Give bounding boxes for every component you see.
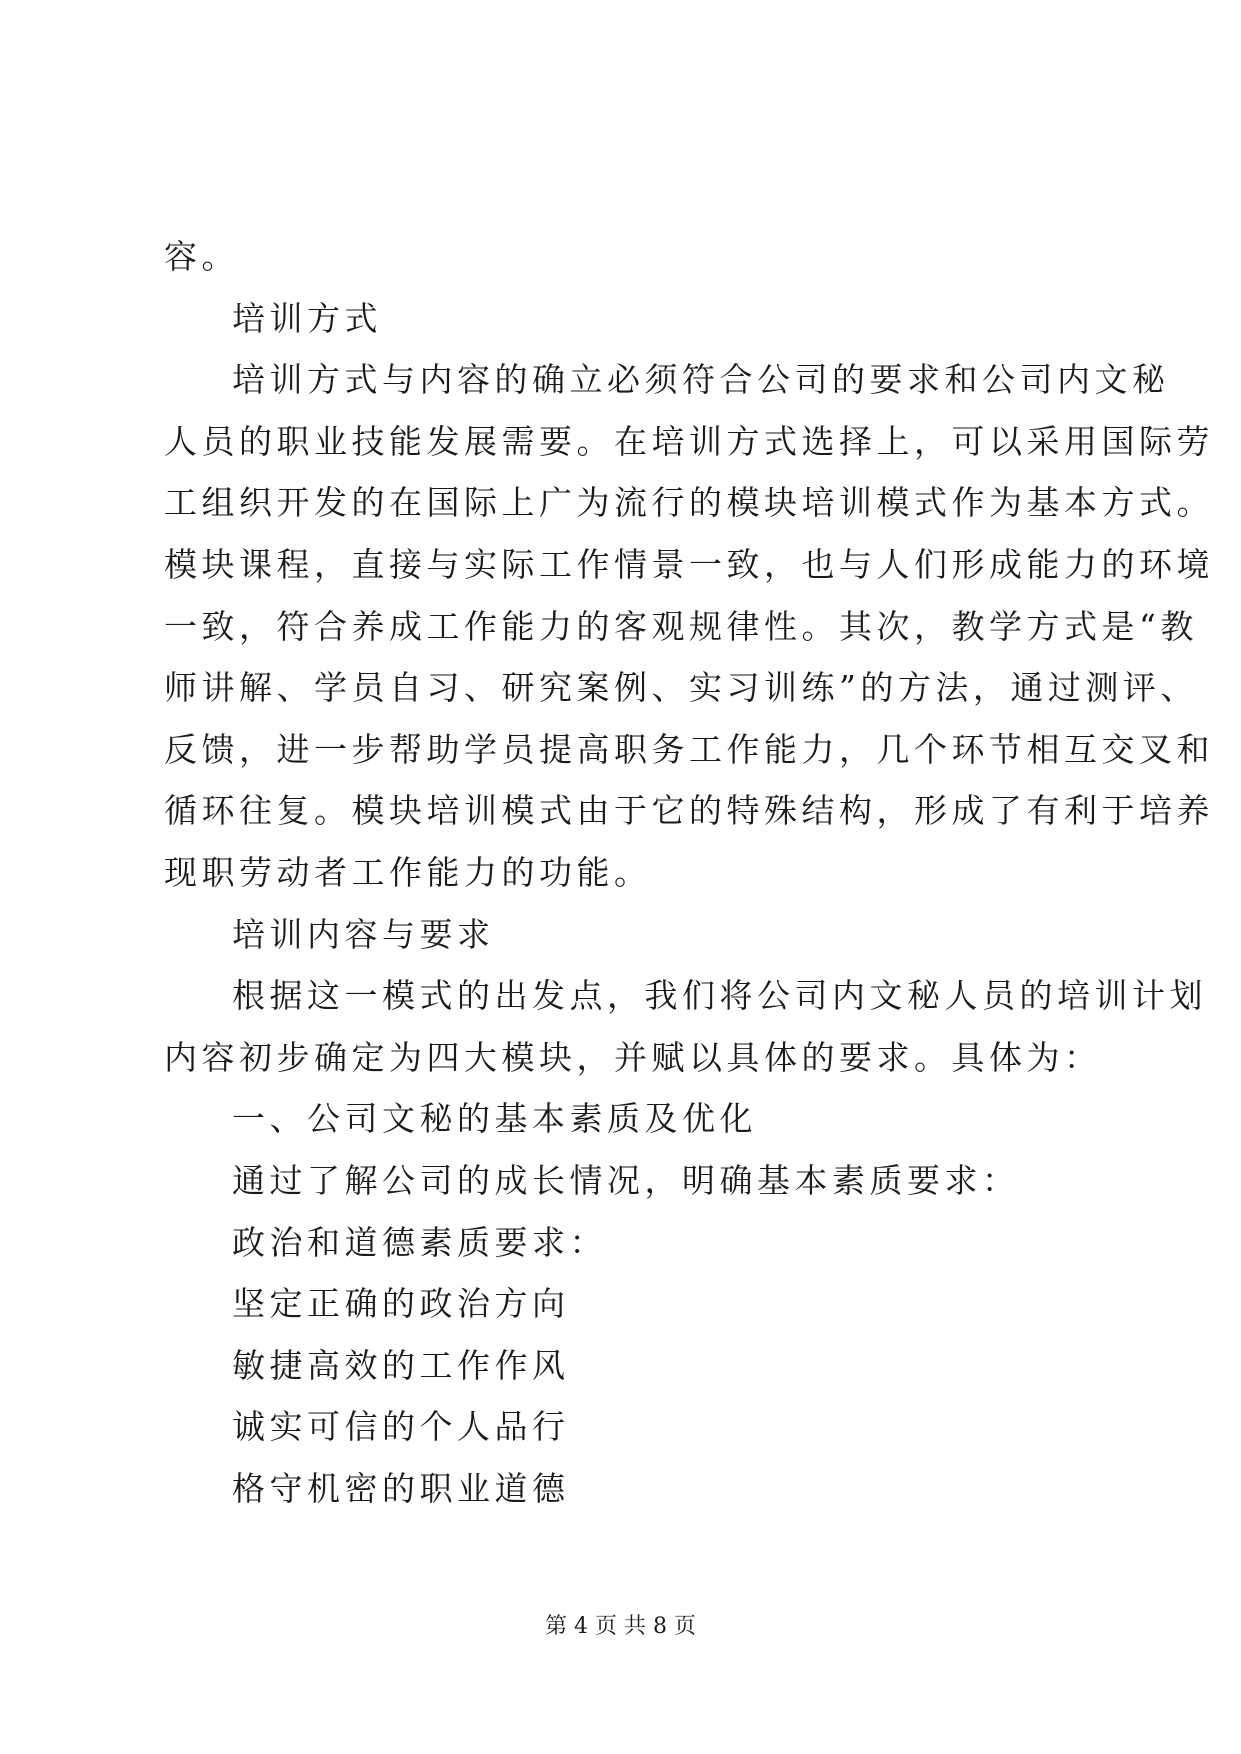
text-line: 现职劳动者工作能力的功能。 — [164, 852, 652, 892]
text-line: 工组织开发的在国际上广为流行的模块培训模式作为基本方式。 — [164, 483, 1214, 523]
text-line: 培训内容与要求 — [232, 914, 495, 954]
text-line: 人员的职业技能发展需要。在培训方式选择上，可以采用国际劳 — [164, 421, 1214, 461]
text-line: 政治和道德素质要求： — [232, 1222, 607, 1262]
text-line: 培训方式与内容的确立必须符合公司的要求和公司内文秘 — [232, 360, 1170, 400]
text-line: 师讲解、学员自习、研究案例、实习训练”的方法，通过测评、 — [164, 668, 1198, 708]
text-line: 坚定正确的政治方向 — [232, 1284, 570, 1324]
text-line: 模块课程，直接与实际工作情景一致，也与人们形成能力的环境 — [164, 544, 1214, 584]
text-line: 反馈，进一步帮助学员提高职务工作能力，几个环节相互交叉和 — [164, 729, 1214, 769]
text-line: 一致，符合养成工作能力的客观规律性。其次，教学方式是“教 — [164, 606, 1198, 646]
text-line: 诚实可信的个人品行 — [232, 1407, 570, 1447]
text-line: 内容初步确定为四大模块，并赋以具体的要求。具体为： — [164, 1037, 1102, 1077]
document-body — [164, 226, 1214, 1519]
text-line: 敏捷高效的工作作风 — [232, 1345, 570, 1385]
text-line: 通过了解公司的成长情况，明确基本素质要求： — [232, 1160, 1020, 1200]
text-line: 容。 — [164, 237, 239, 276]
page-footer: 第 4 页 共 8 页 — [545, 1614, 696, 1639]
text-line: 格守机密的职业道德 — [232, 1468, 570, 1508]
text-line: 循环往复。模块培训模式由于它的特殊结构，形成了有利于培养 — [164, 791, 1214, 831]
text-line: 一、公司文秘的基本素质及优化 — [232, 1099, 757, 1139]
text-line: 培训方式 — [232, 298, 382, 338]
text-line: 根据这一模式的出发点，我们将公司内文秘人员的培训计划 — [232, 976, 1207, 1016]
